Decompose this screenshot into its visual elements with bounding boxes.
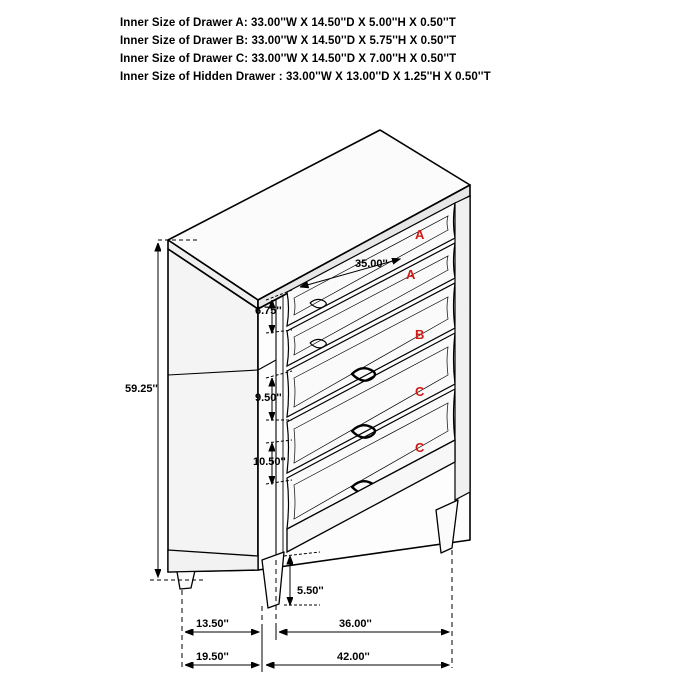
drawer-letter-a2: A bbox=[406, 267, 416, 282]
label-top-width: 35.00'' bbox=[355, 258, 388, 270]
label-leg-height: 5.50'' bbox=[297, 585, 324, 597]
label-base-width: 42.00'' bbox=[337, 651, 370, 663]
label-drawer-a-height: 6.75'' bbox=[255, 305, 282, 317]
drawer-letter-a1: A bbox=[415, 227, 425, 242]
label-drawer-c-height: 10.50'' bbox=[253, 456, 286, 468]
drawer-letter-c1: C bbox=[415, 384, 425, 399]
spec-line-drawer-b: Inner Size of Drawer B: 33.00''W X 14.50''D X 5.75''H X 0.50''T bbox=[120, 35, 457, 47]
label-overall-height: 59.25'' bbox=[125, 383, 158, 395]
drawer-letter-b: B bbox=[415, 327, 425, 342]
label-side-depth: 13.50'' bbox=[196, 618, 229, 630]
spec-line-drawer-a: Inner Size of Drawer A: 33.00''W X 14.50''D X 5.00''H X 0.50''T bbox=[120, 17, 456, 29]
spec-line-drawer-c: Inner Size of Drawer C: 33.00''W X 14.50''D X 7.00''H X 0.50''T bbox=[120, 53, 457, 65]
spec-line-hidden-drawer: Inner Size of Hidden Drawer : 33.00''W X 13.00''D X 1.25''H X 0.50''T bbox=[120, 71, 491, 83]
label-front-width: 36.00'' bbox=[339, 618, 372, 630]
label-base-depth: 19.50'' bbox=[196, 651, 229, 663]
drawer-letter-c2: C bbox=[415, 440, 425, 455]
right-pilaster bbox=[455, 196, 470, 500]
leg-front-left bbox=[262, 552, 284, 608]
label-drawer-b-height: 9.50'' bbox=[255, 392, 282, 404]
